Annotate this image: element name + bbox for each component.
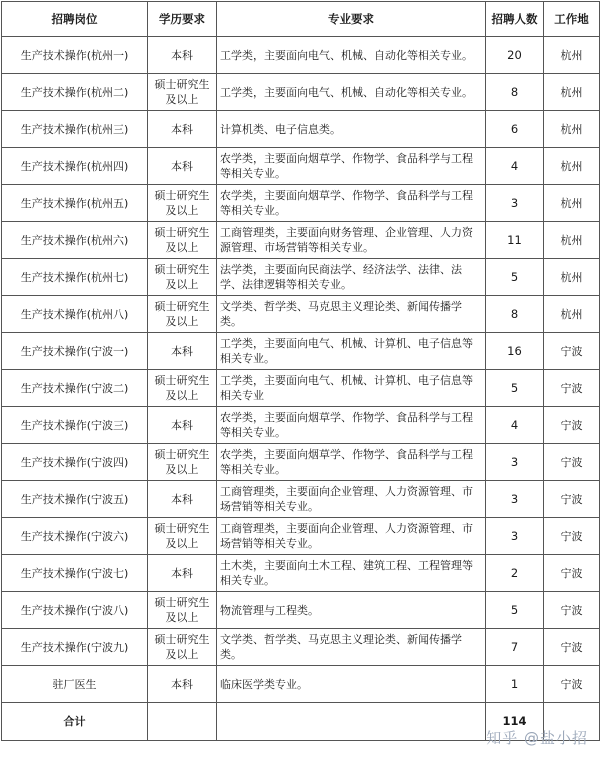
table-row — [2, 481, 600, 518]
row-position: 生产技术操作(宁波四) — [2, 444, 148, 481]
row-major: 计算机类、电子信息类。 — [217, 111, 486, 148]
row-position: 生产技术操作(宁波八) — [2, 592, 148, 629]
row-position: 生产技术操作(杭州七) — [2, 259, 148, 296]
row-education: 本科 — [148, 148, 217, 185]
row-major: 农学类，主要面向烟草学、作物学、食品科学与工程等相关专业。 — [217, 185, 486, 222]
row-location: 宁波 — [544, 666, 600, 703]
row-count: 16 — [486, 333, 544, 370]
header-count: 招聘人数 — [486, 2, 544, 37]
row-major: 工学类，主要面向电气、机械、自动化等相关专业。 — [217, 37, 486, 74]
row-location: 宁波 — [544, 481, 600, 518]
row-location: 宁波 — [544, 444, 600, 481]
row-major: 工商管理类，主要面向财务管理、企业管理、人力资源管理、市场营销等相关专业。 — [217, 222, 486, 259]
row-location: 杭州 — [544, 74, 600, 111]
row-education: 本科 — [148, 666, 217, 703]
row-location: 杭州 — [544, 37, 600, 74]
table-row — [2, 37, 600, 74]
row-education: 硕士研究生及以上 — [148, 370, 217, 407]
row-education: 硕士研究生及以上 — [148, 74, 217, 111]
table-row — [2, 259, 600, 296]
total-empty-major — [217, 703, 486, 741]
row-position: 生产技术操作(杭州六) — [2, 222, 148, 259]
row-location: 宁波 — [544, 555, 600, 592]
header-education: 学历要求 — [148, 2, 217, 37]
row-position: 生产技术操作(杭州八) — [2, 296, 148, 333]
row-major: 工商管理类，主要面向企业管理、人力资源管理、市场营销等相关专业。 — [217, 518, 486, 555]
row-major: 文学类、哲学类、马克思主义理论类、新闻传播学类。 — [217, 629, 486, 666]
row-count: 11 — [486, 222, 544, 259]
row-count: 3 — [486, 481, 544, 518]
row-education: 硕士研究生及以上 — [148, 259, 217, 296]
table-row — [2, 222, 600, 259]
row-count: 3 — [486, 185, 544, 222]
total-empty-education — [148, 703, 217, 741]
row-location: 宁波 — [544, 592, 600, 629]
recruitment-table — [1, 1, 600, 741]
table-row — [2, 296, 600, 333]
row-education: 本科 — [148, 111, 217, 148]
row-position: 生产技术操作(杭州二) — [2, 74, 148, 111]
row-major: 工学类，主要面向电气、机械、自动化等相关专业。 — [217, 74, 486, 111]
row-position: 生产技术操作(宁波七) — [2, 555, 148, 592]
header-position: 招聘岗位 — [2, 2, 148, 37]
header-location: 工作地 — [544, 2, 600, 37]
row-count: 4 — [486, 148, 544, 185]
row-count: 6 — [486, 111, 544, 148]
row-position: 生产技术操作(宁波九) — [2, 629, 148, 666]
row-major: 临床医学类专业。 — [217, 666, 486, 703]
row-location: 宁波 — [544, 407, 600, 444]
total-label: 合计 — [2, 703, 148, 741]
table-row — [2, 74, 600, 111]
row-position: 生产技术操作(杭州四) — [2, 148, 148, 185]
row-count: 20 — [486, 37, 544, 74]
table-row — [2, 370, 600, 407]
row-education: 本科 — [148, 333, 217, 370]
row-location: 杭州 — [544, 185, 600, 222]
row-count: 3 — [486, 518, 544, 555]
row-location: 宁波 — [544, 370, 600, 407]
row-position: 生产技术操作(杭州五) — [2, 185, 148, 222]
row-count: 8 — [486, 74, 544, 111]
row-location: 杭州 — [544, 222, 600, 259]
row-major: 文学类、哲学类、马克思主义理论类、新闻传播学类。 — [217, 296, 486, 333]
row-education: 硕士研究生及以上 — [148, 518, 217, 555]
row-education: 硕士研究生及以上 — [148, 592, 217, 629]
row-location: 杭州 — [544, 259, 600, 296]
row-major: 工商管理类，主要面向企业管理、人力资源管理、市场营销等相关专业。 — [217, 481, 486, 518]
row-location: 宁波 — [544, 629, 600, 666]
row-education: 本科 — [148, 555, 217, 592]
row-location: 杭州 — [544, 111, 600, 148]
row-count: 5 — [486, 370, 544, 407]
row-education: 本科 — [148, 481, 217, 518]
row-education: 硕士研究生及以上 — [148, 296, 217, 333]
row-major: 农学类，主要面向烟草学、作物学、食品科学与工程等相关专业。 — [217, 148, 486, 185]
row-position: 生产技术操作(宁波六) — [2, 518, 148, 555]
row-education: 本科 — [148, 407, 217, 444]
row-count: 5 — [486, 592, 544, 629]
row-position: 生产技术操作(宁波三) — [2, 407, 148, 444]
table-row — [2, 629, 600, 666]
table-row — [2, 407, 600, 444]
row-location: 宁波 — [544, 518, 600, 555]
row-major: 法学类，主要面向民商法学、经济法学、法律、法学、法律逻辑等相关专业。 — [217, 259, 486, 296]
table-row — [2, 111, 600, 148]
row-major: 农学类，主要面向烟草学、作物学、食品科学与工程等相关专业。 — [217, 407, 486, 444]
watermark: 知乎 @盐小招 — [486, 729, 588, 747]
row-education: 本科 — [148, 37, 217, 74]
row-major: 工学类，主要面向电气、机械、计算机、电子信息等相关专业。 — [217, 333, 486, 370]
table-row — [2, 444, 600, 481]
table-row — [2, 592, 600, 629]
header-major: 专业要求 — [217, 2, 486, 37]
row-major: 土木类，主要面向土木工程、建筑工程、工程管理等相关专业。 — [217, 555, 486, 592]
header-row — [2, 2, 600, 37]
row-education: 硕士研究生及以上 — [148, 185, 217, 222]
row-location: 杭州 — [544, 296, 600, 333]
row-position: 驻厂医生 — [2, 666, 148, 703]
row-count: 8 — [486, 296, 544, 333]
table-row — [2, 148, 600, 185]
row-count: 1 — [486, 666, 544, 703]
row-position: 生产技术操作(宁波二) — [2, 370, 148, 407]
table-row — [2, 185, 600, 222]
table-row — [2, 666, 600, 703]
row-education: 硕士研究生及以上 — [148, 222, 217, 259]
table-row — [2, 333, 600, 370]
row-count: 2 — [486, 555, 544, 592]
row-position: 生产技术操作(宁波一) — [2, 333, 148, 370]
row-location: 宁波 — [544, 333, 600, 370]
row-count: 5 — [486, 259, 544, 296]
total-count: 114 — [486, 703, 544, 741]
row-major: 农学类，主要面向烟草学、作物学、食品科学与工程等相关专业。 — [217, 444, 486, 481]
row-position: 生产技术操作(宁波五) — [2, 481, 148, 518]
table-body — [2, 37, 600, 703]
row-count: 3 — [486, 444, 544, 481]
row-count: 4 — [486, 407, 544, 444]
row-education: 硕士研究生及以上 — [148, 629, 217, 666]
row-position: 生产技术操作(杭州三) — [2, 111, 148, 148]
row-count: 7 — [486, 629, 544, 666]
row-education: 硕士研究生及以上 — [148, 444, 217, 481]
row-major: 物流管理与工程类。 — [217, 592, 486, 629]
row-location: 杭州 — [544, 148, 600, 185]
table-row — [2, 518, 600, 555]
table-row — [2, 555, 600, 592]
row-major: 工学类，主要面向电气、机械、计算机、电子信息等相关专业 — [217, 370, 486, 407]
row-position: 生产技术操作(杭州一) — [2, 37, 148, 74]
